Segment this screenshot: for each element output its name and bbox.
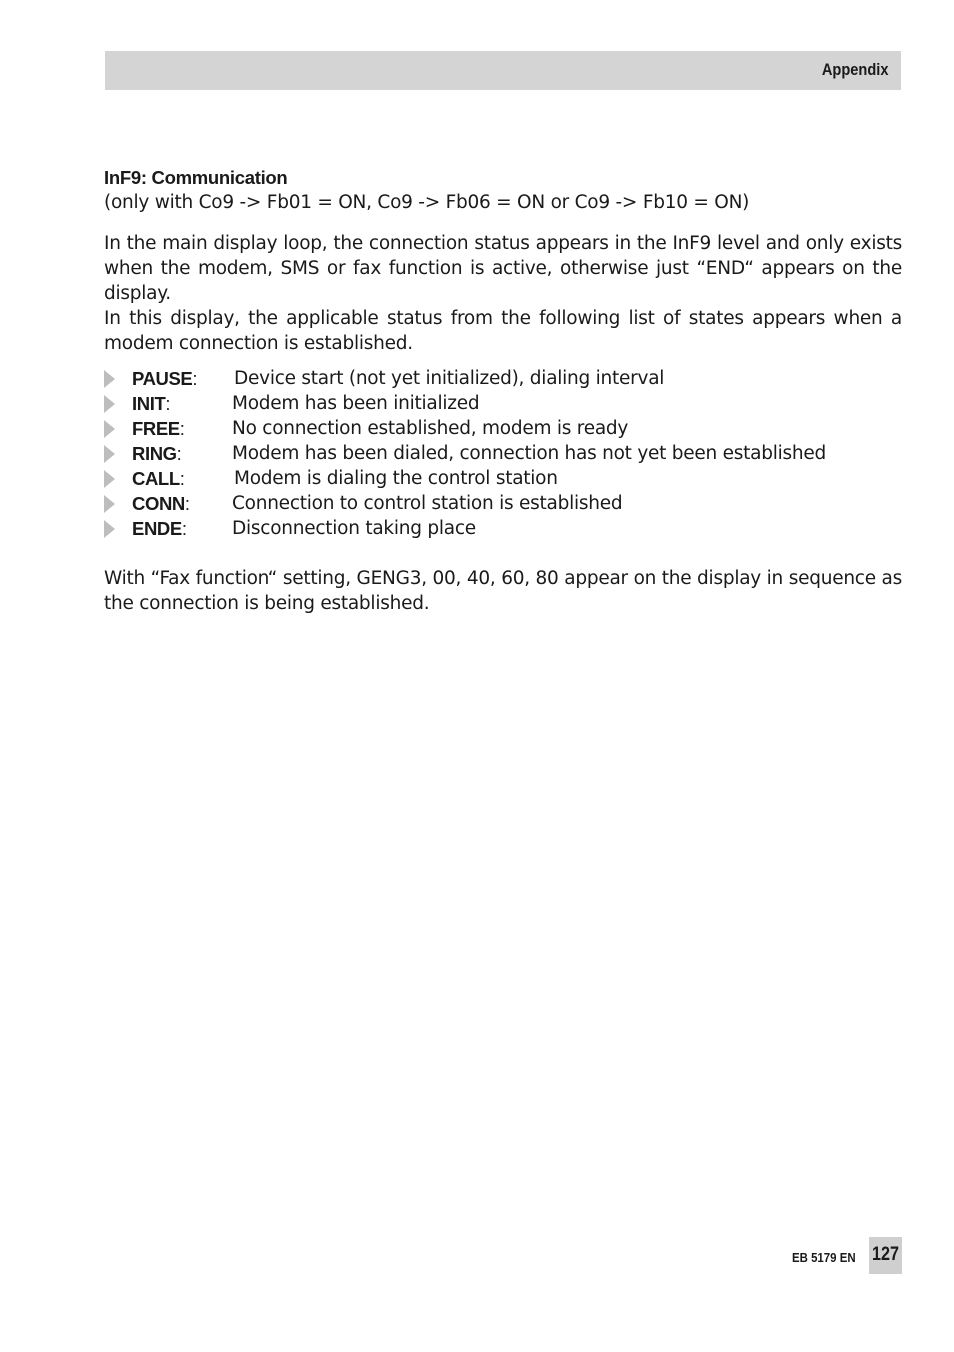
status-code: PAUSE [132,368,193,389]
page-number-box [869,1237,902,1274]
page-number: 127 [872,1244,899,1265]
status-code: CALL [132,468,180,489]
status-item-ring: RING: Modem has been dialed, connection has not yet been established [104,441,902,466]
header-bar [105,51,901,90]
status-code: INIT [132,393,166,414]
status-desc: Modem has been initialized [232,393,480,414]
status-item-ende: ENDE: Disconnection taking place [104,516,902,541]
triangle-bullet-icon [104,370,115,388]
status-desc: Modem has been dialed, connection has not yet been established [232,443,827,464]
status-item-conn: CONN: Connection to control station is established [104,491,902,516]
status-desc: Modem is dialing the control station [234,468,558,489]
status-code: RING [132,443,177,464]
status-item-free: FREE: No connection established, modem is ready [104,416,902,441]
status-item-pause: PAUSE: Device start (not yet initialized), dialing interval [104,366,902,391]
section-title: InF9: Communication [104,167,288,188]
status-desc: Connection to control station is established [232,493,623,514]
paragraph-1: In the main display loop, the connection status appears in the InF9 level and only exists when the modem, SMS or fax function is active, otherwise just “END“ appears on the display. [104,233,902,304]
status-code: FREE [132,418,180,439]
status-list [104,366,902,541]
section-condition: (only with Co9 -> Fb01 = ON, Co9 -> Fb06 = ON or Co9 -> Fb10 = ON) [104,192,750,213]
main-content [104,165,902,616]
paragraph-2: In this display, the applicable status from the following list of states appears when a modem connection is established. [104,308,902,354]
status-code: CONN [132,493,185,514]
triangle-bullet-icon [104,395,115,413]
status-desc: Device start (not yet initialized), dialing interval [234,368,665,389]
triangle-bullet-icon [104,520,115,538]
status-item-init: INIT: Modem has been initialized [104,391,902,416]
status-item-call: CALL: Modem is dialing the control station [104,466,902,491]
header-title: Appendix [821,60,888,79]
triangle-bullet-icon [104,420,115,438]
status-desc: Disconnection taking place [232,518,476,539]
triangle-bullet-icon [104,495,115,513]
status-desc: No connection established, modem is ready [232,418,629,439]
paragraph-3: With “Fax function“ setting, GENG3, 00, 40, 60, 80 appear on the display in sequence as the connection is being established. [104,568,902,614]
status-code: ENDE [132,518,182,539]
footer-doc-id: EB 5179 EN [792,1250,856,1265]
triangle-bullet-icon [104,445,115,463]
triangle-bullet-icon [104,470,115,488]
